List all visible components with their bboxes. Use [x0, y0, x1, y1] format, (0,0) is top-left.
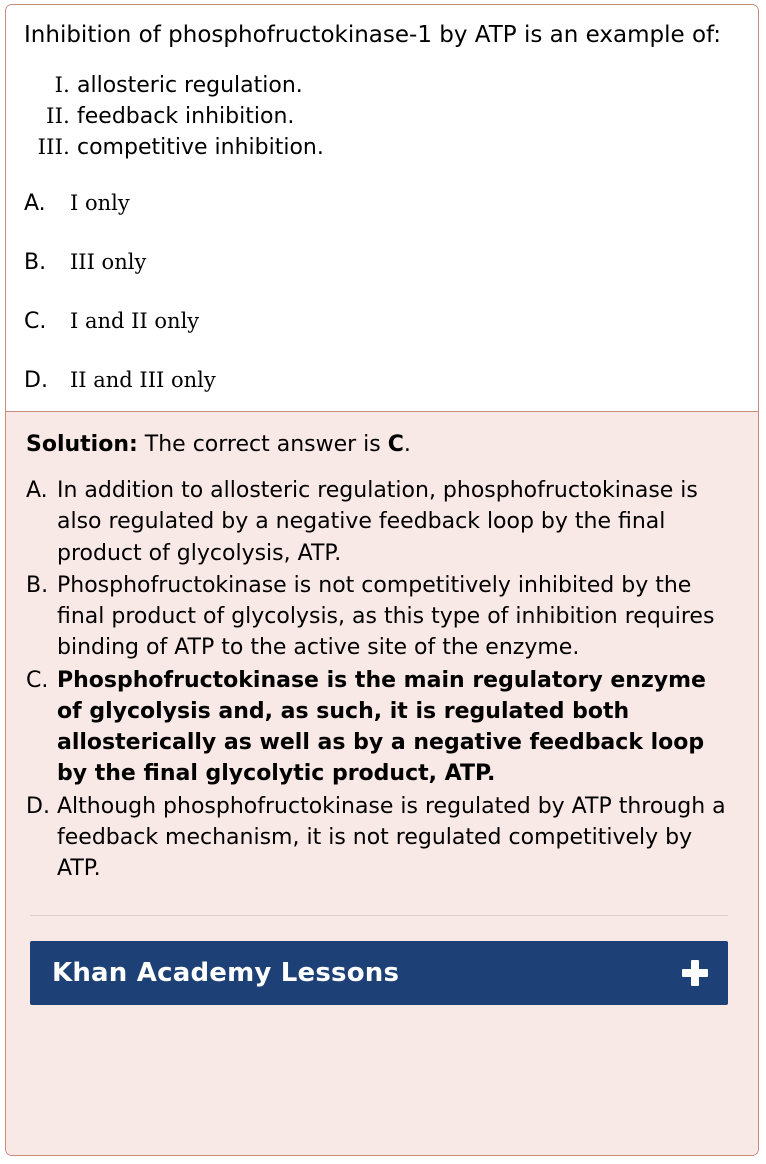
explanation-letter: A. [26, 478, 48, 504]
roman-item [18, 132, 744, 163]
answer-choice-letter: D. [24, 367, 48, 393]
roman-item-text: allosteric regulation. [77, 72, 303, 98]
solution-period: . [403, 431, 411, 457]
question-card [5, 4, 759, 1156]
explanation-text: In addition to allosteric regulation, phosphofructokinase is also regulated by a negative feedback loop by the final product of glycolysis, ATP. [57, 478, 698, 566]
answer-choice-letter: A. [24, 191, 46, 217]
answer-choice-b[interactable] [24, 248, 744, 279]
banner-bottom-spacer [18, 1005, 742, 1057]
question-stem: Inhibition of phosphofructokinase-1 by ATP is an example of: [24, 22, 722, 48]
answer-choice-letter: C. [24, 308, 47, 334]
roman-numeral: II. [46, 103, 70, 128]
answer-choice-d[interactable] [24, 366, 744, 397]
explanation-a [26, 475, 736, 569]
answer-choice-text: III only [70, 250, 147, 275]
explanation-d [26, 791, 736, 885]
solution-heading [18, 430, 742, 460]
explanation-text: Phosphofructokinase is not competitively inhibited by the final product of glycolysis, as this type of inhibition requires binding of ATP to the active site of the enzyme. [57, 572, 715, 661]
explanation-letter: B. [26, 572, 49, 598]
roman-item [18, 70, 744, 101]
solution-panel [6, 412, 758, 1155]
banner-title: Khan Academy Lessons [52, 958, 400, 989]
plus-icon[interactable] [682, 960, 708, 986]
khan-academy-lessons-banner[interactable] [30, 941, 728, 1005]
roman-item [18, 101, 744, 132]
roman-numeral: III. [37, 135, 70, 160]
answer-choice-list [18, 189, 744, 396]
answer-choice-a[interactable] [24, 189, 744, 220]
answer-choice-letter: B. [24, 250, 47, 276]
solution-lead-text: The correct answer is [137, 431, 388, 457]
explanation-list [18, 475, 742, 884]
explanation-text: Although phosphofructokinase is regulated by ATP through a feedback mechanism, it is not regulated competitively by ATP. [57, 793, 726, 882]
roman-item-text: feedback inhibition. [77, 103, 295, 129]
answer-choice-text: I only [70, 191, 130, 216]
solution-label: Solution: [26, 431, 138, 457]
question-panel [6, 5, 758, 411]
correct-answer-letter: C [387, 431, 404, 457]
explanation-b [26, 570, 736, 664]
roman-numeral: I. [54, 72, 70, 97]
answer-choice-text: I and II only [70, 308, 200, 333]
light-divider [30, 915, 728, 916]
explanation-c [26, 665, 736, 790]
answer-choice-c[interactable] [24, 307, 744, 338]
roman-item-text: competitive inhibition. [77, 135, 324, 161]
explanation-letter: C. [26, 667, 49, 693]
explanation-letter: D. [26, 793, 50, 819]
answer-choice-text: II and III only [70, 367, 216, 392]
explanation-text: Phosphofructokinase is the main regulatory enzyme of glycolysis and, as such, it is regulated both allosterically as well as by a negative feedback loop by the final glycolytic product, ATP. [57, 667, 706, 787]
roman-numeral-list [18, 70, 744, 164]
